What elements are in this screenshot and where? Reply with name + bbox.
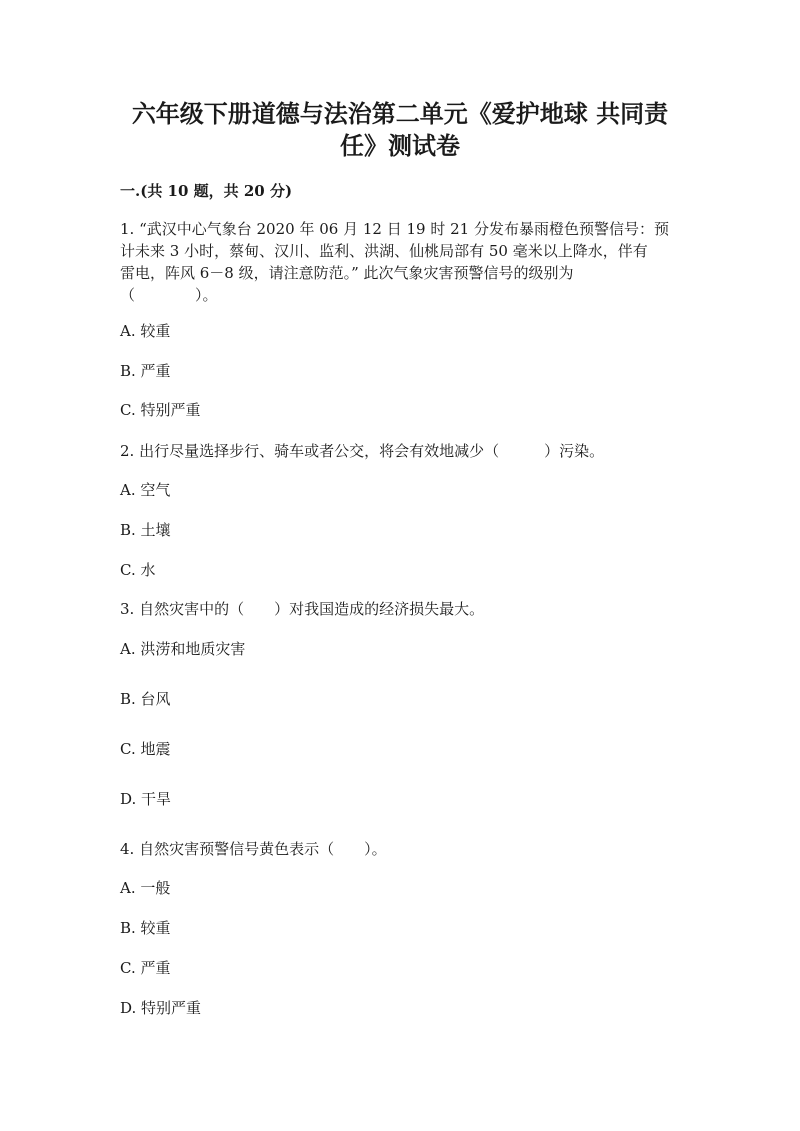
- question-3-option-b: B. 台风: [120, 690, 171, 708]
- question-1: [120, 218, 680, 306]
- page-title-line-2: 任》测试卷: [340, 131, 460, 160]
- question-4-option-b: B. 较重: [120, 919, 171, 937]
- question-2-option-c: C. 水: [120, 561, 156, 579]
- question-1-option-a: A. 较重: [120, 322, 171, 340]
- question-4: [120, 838, 680, 860]
- question-4-line-1: 4. 自然灾害预警信号黄色表示（ ）。: [120, 840, 387, 858]
- question-1-option-b: B. 严重: [120, 362, 171, 380]
- question-1-line-4: （ ）。: [120, 286, 218, 304]
- section-heading: 一.(共 10 题，共 20 分): [120, 182, 293, 200]
- page-title-line-1: 六年级下册道德与法治第二单元《爱护地球 共同责: [131, 99, 669, 128]
- question-3-option-d: D. 干旱: [120, 790, 172, 808]
- question-1-line-2: 计未来 3 小时，蔡甸、汉川、监利、洪湖、仙桃局部有 50 毫米以上降水，伴有: [120, 242, 648, 260]
- question-1-line-1: 1. “武汉中心气象台 2020 年 06 月 12 日 19 时 21 分发布暴雨橙色预警信号：预: [120, 220, 669, 238]
- question-2-line-1: 2. 出行尽量选择步行、骑车或者公交，将会有效地减少（ ）污染。: [120, 442, 605, 460]
- question-3-option-c: C. 地震: [120, 740, 171, 758]
- question-1-line-3: 雷电，阵风 6－8 级，请注意防范。” 此次气象灾害预警信号的级别为: [120, 264, 574, 282]
- question-3-option-a: A. 洪涝和地质灾害: [120, 640, 246, 658]
- question-4-option-a: A. 一般: [120, 879, 171, 897]
- question-2-option-a: A. 空气: [120, 481, 171, 499]
- question-2-option-b: B. 土壤: [120, 521, 171, 539]
- question-3-line-1: 3. 自然灾害中的（ ）对我国造成的经济损失最大。: [120, 600, 485, 618]
- question-4-option-c: C. 严重: [120, 959, 171, 977]
- question-4-option-d: D. 特别严重: [120, 999, 202, 1017]
- question-2: [120, 440, 680, 462]
- question-1-option-c: C. 特别严重: [120, 401, 201, 419]
- question-3: [120, 598, 680, 620]
